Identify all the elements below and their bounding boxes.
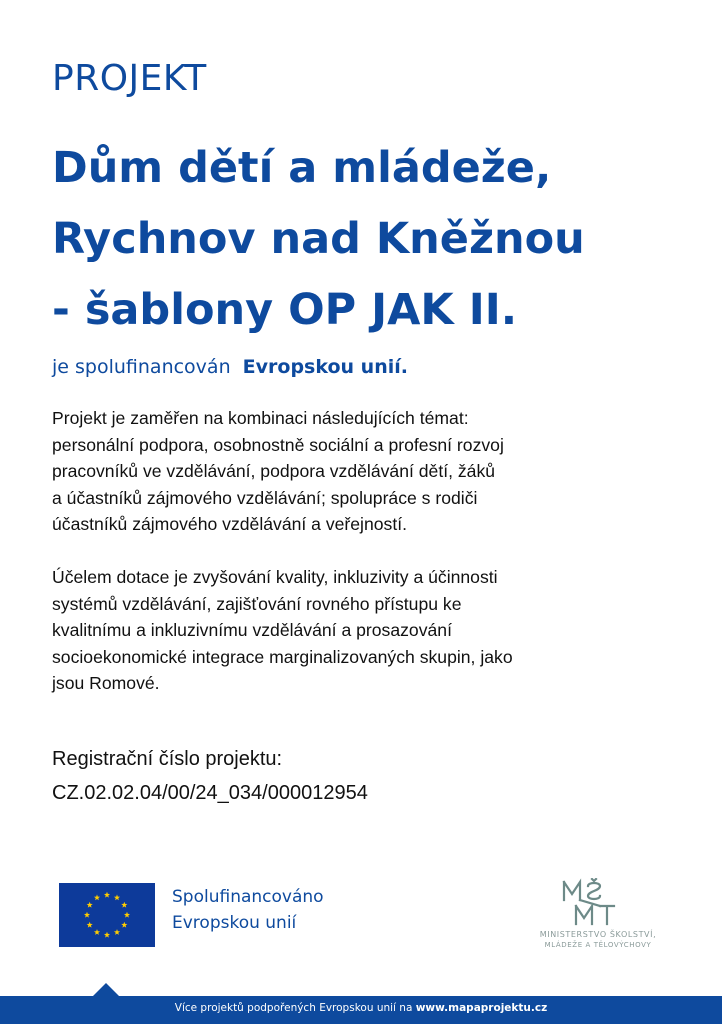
text-line: Účelem dotace je zvyšování kvality, inkluzivity a účinnosti	[52, 566, 498, 587]
project-description	[52, 405, 692, 697]
eu-star-icon	[104, 892, 110, 898]
text-line: socioekonomické integrace marginalizovaných skupin, jako	[52, 646, 513, 667]
project-title-line: Dům dětí a mládeže,	[52, 143, 552, 193]
cofinancing-eu: Evropskou unií.	[242, 356, 408, 378]
text-line: personální podpora, osobnostně sociální a profesní rozvoj	[52, 434, 504, 455]
eu-star-icon	[87, 922, 93, 928]
project-title	[52, 133, 712, 346]
eu-star-icon	[114, 929, 120, 935]
text-line: Projekt je zaměřen na kombinaci následujících témat:	[52, 408, 469, 428]
eu-text-line: Spolufinancováno	[172, 887, 324, 907]
footer-notch	[93, 983, 119, 996]
text-line: systémů vzdělávání, zajišťování rovného přístupu ke	[52, 593, 462, 614]
eu-flag-icon	[59, 883, 155, 947]
eu-star-icon	[87, 902, 93, 908]
registration-block	[52, 742, 368, 810]
footer-prefix: Více projektů podpořených Evropskou unií na	[174, 1002, 413, 1014]
msmt-name-line: MLÁDEŽE A TĚLOVÝCHOVY	[544, 941, 652, 949]
text-line: kvalitnímu a inkluzivnímu vzdělávání a prosazování	[52, 620, 452, 641]
msmt-logo	[518, 878, 678, 958]
cofinancing-prefix: je spolufinancován	[52, 356, 231, 378]
description-paragraph-2	[52, 564, 692, 697]
eu-star-icon	[104, 932, 110, 938]
cofinancing-statement	[52, 356, 408, 378]
eu-text-line: Evropskou unií	[172, 913, 297, 933]
eu-star-icon	[114, 894, 120, 900]
footer-link[interactable]: www.mapaprojektu.cz	[415, 1002, 548, 1014]
eu-star-icon	[121, 922, 127, 928]
text-line: a účastníků zájmového vzdělávání; spolupráce s rodiči	[52, 487, 478, 508]
msmt-name-line: MINISTERSTVO ŠKOLSTVÍ,	[539, 930, 657, 939]
eu-star-icon	[121, 902, 127, 908]
description-paragraph-1	[52, 405, 692, 538]
eu-star-icon	[94, 929, 100, 935]
project-title-line: Rychnov nad Kněžnou	[52, 214, 585, 264]
footer-text	[0, 1002, 722, 1014]
eu-star-icon	[124, 912, 130, 918]
project-title-line: - šablony OP JAK II.	[52, 285, 518, 335]
eu-star-icon	[94, 894, 100, 900]
registration-label: Registrační číslo projektu:	[52, 748, 283, 770]
msmt-logo-icon	[556, 878, 636, 928]
text-line: účastníků zájmového vzdělávání a veřejností.	[52, 514, 408, 535]
eu-cofinanced-text	[172, 884, 324, 936]
registration-number: CZ.02.02.04/00/24_034/000012954	[52, 782, 368, 804]
text-line: jsou Romové.	[52, 673, 160, 694]
eu-star-icon	[84, 912, 90, 918]
text-line: pracovníků ve vzdělávání, podpora vzdělávání dětí, žáků	[52, 461, 496, 482]
project-label: PROJEKT	[52, 58, 207, 99]
